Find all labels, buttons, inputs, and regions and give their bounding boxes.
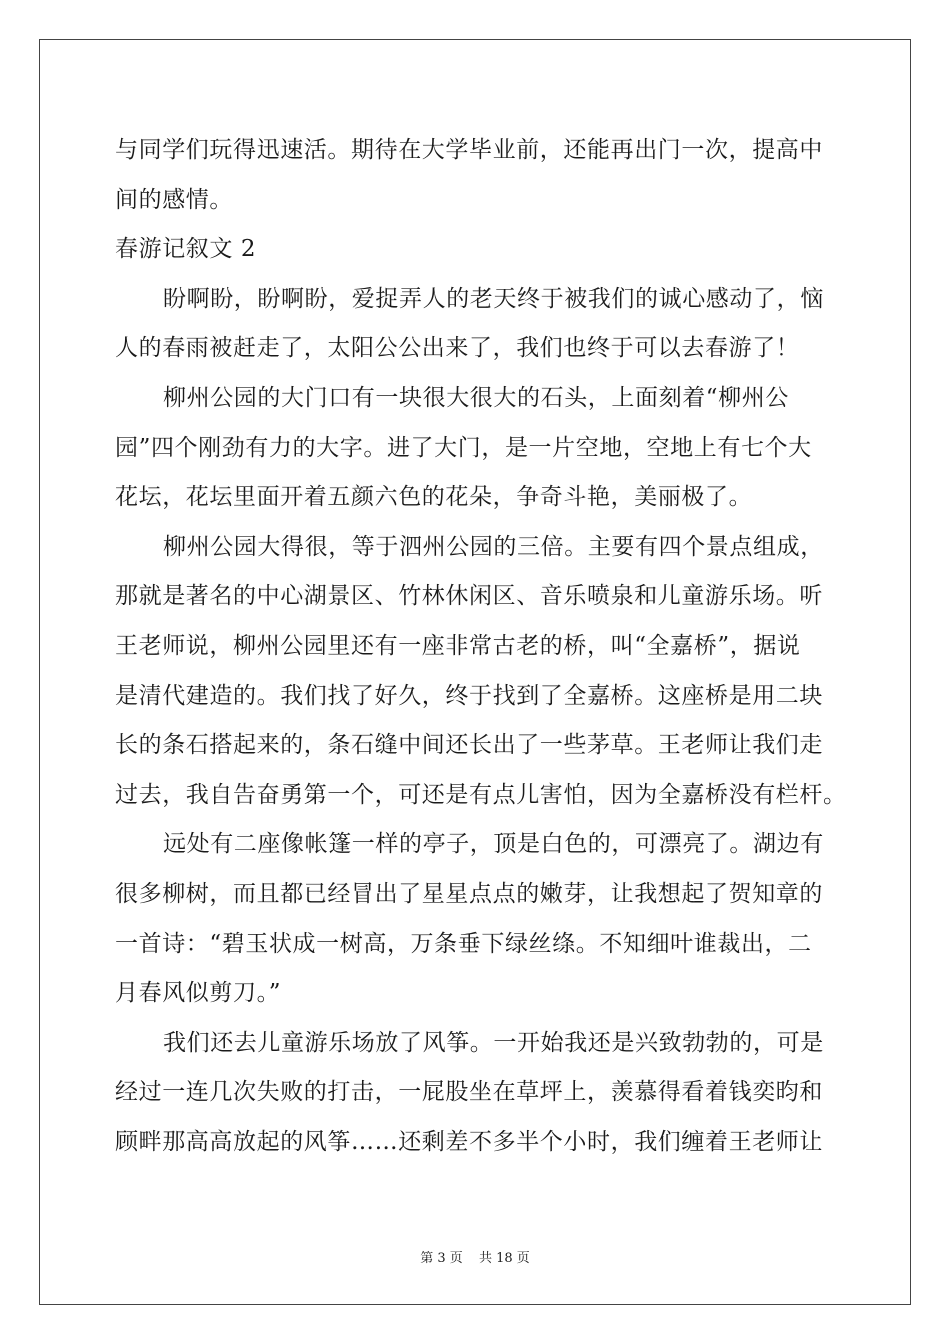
document-body [115,126,847,1167]
page-total: 共 18 页 [478,1251,530,1266]
text-line: 远处有二座像帐篷一样的亭子，顶是白色的，可漂亮了。湖边有 [163,831,824,858]
text-line: 过去，我自告奋勇第一个，可还是有点儿害怕，因为全嘉桥没有栏杆。 [115,781,847,808]
page-footer [0,1247,950,1266]
section-heading: 春游记叙文 2 [115,236,257,263]
text-line: 长的条石搭起来的，条石缝中间还长出了一些茅草。王老师让我们走 [115,732,823,759]
text-line: 园”四个刚劲有力的大字。进了大门，是一片空地，空地上有七个大 [115,434,812,461]
text-line: 人的春雨被赶走了，太阳公公出来了，我们也终于可以去春游了！ [115,335,800,362]
text-line: 我们还去儿童游乐场放了风筝。一开始我还是兴致勃勃的，可是 [163,1029,824,1056]
text-line: 与同学们玩得迅速活。期待在大学毕业前，还能再出门一次，提高中 [115,137,823,163]
text-line: 花坛，花坛里面开着五颜六色的花朵，争奇斗艳，美丽极了。 [115,484,753,511]
text-line: 间的感情。 [115,186,233,213]
text-line: 王老师说，柳州公园里还有一座非常古老的桥，叫“全嘉桥”，据说 [115,632,801,659]
text-line: 盼啊盼，盼啊盼，爱捉弄人的老天终于被我们的诚心感动了，恼 [163,285,824,312]
text-line: 柳州公园的大门口有一块很大很大的石头，上面刻着“柳州公 [163,384,789,411]
text-line: 一首诗：“碧玉状成一树高，万条垂下绿丝绦。不知细叶谁裁出，二 [115,930,812,957]
text-line: 经过一连几次失败的打击，一屁股坐在草坪上，羡慕得看着钱奕昀和 [115,1079,823,1106]
text-line: 很多柳树，而且都已经冒出了星星点点的嫩芽，让我想起了贺知章的 [115,880,823,907]
text-line: 是清代建造的。我们找了好久，终于找到了全嘉桥。这座桥是用二块 [115,682,823,709]
text-line: 那就是著名的中心湖景区、竹林休闲区、音乐喷泉和儿童游乐场。听 [115,583,823,610]
page-number: 第 3 页 [420,1251,463,1266]
text-line: 顾畔那高高放起的风筝……还剩差不多半个小时，我们缠着王老师让 [115,1128,823,1155]
text-line: 月春风似剪刀。” [115,980,282,1007]
text-line: 柳州公园大得很，等于泗州公园的三倍。主要有四个景点组成， [163,533,824,560]
